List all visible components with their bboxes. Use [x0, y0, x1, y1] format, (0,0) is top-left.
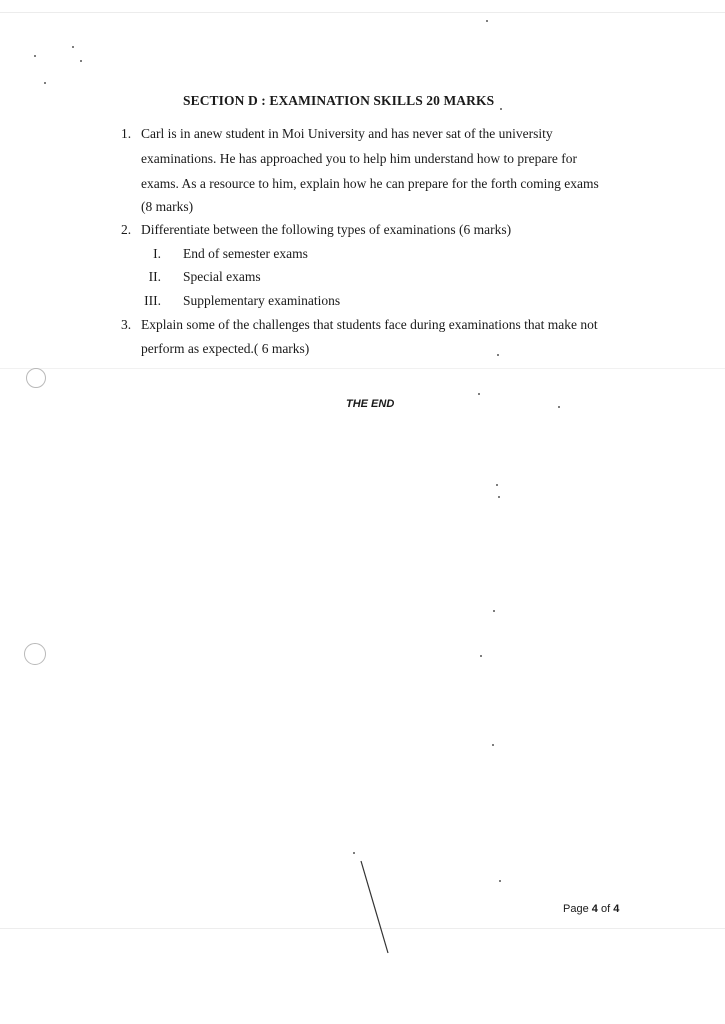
scan-speck: [499, 880, 501, 882]
subitem-number: III.: [144, 293, 161, 308]
scan-speck: [496, 484, 498, 486]
scan-speck: [34, 55, 36, 57]
section-title: SECTION D : EXAMINATION SKILLS 20 MARKS: [183, 93, 495, 108]
scan-line: [0, 12, 725, 13]
scan-speck: [497, 354, 499, 356]
scan-speck: [72, 46, 74, 48]
scan-speck: [80, 60, 82, 62]
total-pages: 4: [613, 903, 620, 915]
current-page: 4: [591, 903, 598, 915]
pen-stroke-mark: [355, 855, 395, 960]
punch-hole-mark: [24, 643, 46, 665]
subitem-text: Supplementary examinations: [183, 293, 341, 308]
the-end-label: THE END: [346, 398, 395, 410]
scan-speck: [480, 655, 482, 657]
subitem-number: II.: [148, 269, 161, 284]
question-text-line: examinations. He has approached you to help him understand how to prepare for: [141, 151, 577, 166]
scan-line: [0, 368, 725, 369]
of-word: of: [600, 903, 611, 915]
question-text-line: Explain some of the challenges that students face during examinations that make not: [141, 317, 598, 332]
scan-speck: [44, 82, 46, 84]
question-number: 3.: [121, 317, 132, 332]
question-number: 1.: [121, 126, 132, 141]
question-text-line: exams. As a resource to him, explain how he can prepare for the forth coming exams: [141, 176, 599, 191]
scan-speck: [558, 406, 560, 408]
scan-speck: [353, 852, 355, 854]
question-text-line: Carl is in anew student in Moi University and has never sat of the university: [141, 126, 553, 141]
scan-speck: [493, 610, 495, 612]
page-number: [563, 903, 619, 915]
scan-speck: [492, 744, 494, 746]
question-text-line: Differentiate between the following types of examinations (6 marks): [141, 222, 512, 237]
scan-speck: [486, 20, 488, 22]
subitem-number: I.: [153, 246, 161, 261]
question-marks: (8 marks): [141, 199, 194, 214]
scan-speck: [498, 496, 500, 498]
subitem-text: Special exams: [183, 269, 261, 284]
punch-hole-mark: [26, 368, 46, 388]
question-text-line: perform as expected.( 6 marks): [141, 341, 310, 356]
page-word: Page: [563, 903, 589, 915]
question-number: 2.: [121, 222, 132, 237]
subitem-text: End of semester exams: [183, 246, 308, 261]
scan-speck: [500, 108, 502, 110]
scan-speck: [478, 393, 480, 395]
